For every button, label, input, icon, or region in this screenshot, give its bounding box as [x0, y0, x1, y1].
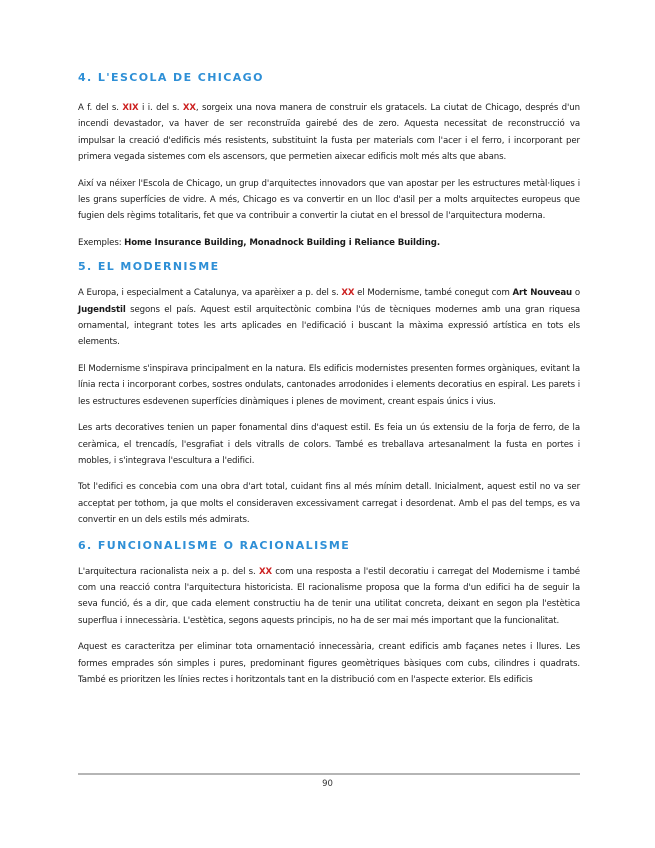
paragraph	[78, 285, 580, 351]
paragraph	[78, 176, 580, 225]
roman-numeral: XX	[182, 103, 196, 113]
text-run: L'arquitectura racionalista neix a p. del s.	[78, 566, 259, 577]
text-run: i i. del s.	[138, 103, 183, 113]
paragraph	[78, 235, 580, 251]
bold-text: Jugendstil	[78, 304, 126, 315]
roman-numeral: XX	[341, 288, 355, 299]
roman-numeral: XIX	[122, 103, 139, 113]
section-heading: 5. EL MODERNISME	[78, 260, 220, 274]
text-run: A f. del s.	[78, 103, 123, 113]
paragraph	[78, 479, 580, 528]
footer-divider	[78, 773, 580, 775]
text-run: Aquest es caracteritza per eliminar tota ornamentació innecessària, creant edificis amb façanes netes i llures. Les formes emprades són simples i pures, predominant figures geomètriques bàsiques com cubs, cilindres i quadrats. També es prioritzen les línies rectes i horitzontals tant en la distribució com en l'aspecte exterior. Els edificis	[78, 642, 580, 685]
paragraph	[78, 361, 580, 410]
paragraph	[78, 420, 580, 469]
text-run: Les arts decoratives tenien un paper fonamental dins d'aquest estil. Es feia un ús extensiu de la forja de ferro, de la ceràmica, el trencadís, l'esgrafiat i dels vitralls de colors. També es treballava artesanalment la fusta en portes i mobles, i s'integrava l'escultura a l'edifici.	[78, 423, 580, 466]
text-run: Exemples:	[78, 237, 125, 248]
text-run: Així va néixer l'Escola de Chicago, un grup d'arquitectes innovadors que van apostar per les estructures metàl·liques i les grans superfícies de vidre. A més, Chicago es va convertir en un lloc d'asil per a molts arquitectes europeus que fugien dels règims totalitaris, fet que va contribuir a convertir la ciutat en el bressol de l'arquitectura moderna.	[78, 178, 580, 222]
section-5	[78, 259, 580, 528]
text-run: , sorgeix una nova manera de construir els gratacels. La ciutat de Chicago, després d'un incendi devastador, va haver de ser reconstruïda gairebé des de zero. Aquesta necessitat de reconstrucció va impulsar la creació d'edificis més resistents, substituint la fusta per materials com l'acer i el ferro, i incorporant per primera vegada sistemes com els ascensors, que permetien aixecar edificis molt més alts que abans.	[78, 103, 580, 163]
section-heading: 4. L'ESCOLA DE CHICAGO	[78, 71, 264, 84]
paragraph	[78, 639, 580, 688]
roman-numeral: XX	[258, 566, 273, 577]
text-run: Tot l'edifici es concebia com una obra d'art total, cuidant fins al més mínim detall. Inicialment, aquest estil no va ser acceptat per tothom, ja que molts el consideraven excessivament carregat i desordenat. Amb el pas del temps, es va convertir en un dels estils més admirats.	[78, 482, 580, 526]
text-run: o	[572, 288, 581, 299]
text-run: segons el país. Aquest estil arquitectònic combina l'ús de tècniques modernes amb una gran riquesa ornamental, integrant totes les arts aplicades en l'edificació i buscant la màxima expressió artística en tots els elements.	[78, 304, 580, 348]
text-run: A Europa, i especialment a Catalunya, va aparèixer a p. del s.	[78, 288, 342, 299]
paragraph	[78, 564, 580, 630]
text-run: El Modernisme s'inspirava principalment en la natura. Els edificis modernistes presenten formes orgàniques, evitant la línia recta i incorporant corbes, sostres ondulats, cantonades arrodonides i elements decoratius en espiral. Les parets i les estructures esdevenen superfícies dinàmiques i plenes de moviment, creant espais únics i vius.	[78, 363, 580, 407]
bold-text: Home Insurance Building, Monadnock Building i Reliance Building.	[124, 237, 440, 248]
text-run: com una resposta a l'estil decoratiu i carregat del Modernisme i també com una reacció contra l'arquitectura historicista. El racionalisme proposa que la forma d'un edifici ha de seguir la seva funció, és a dir, que cada element constructiu ha de tenir una utilitat concreta, deixant en segon pla l'estètica superflua i innecessària. L'estètica, segons aquests principis, no ha de ser mai més important que la funcionalitat.	[78, 566, 580, 626]
section-heading: 6. FUNCIONALISME O RACIONALISME	[78, 538, 351, 552]
text-run: el Modernisme, també conegut com	[354, 288, 513, 299]
paragraph	[78, 100, 580, 166]
bold-text: Art Nouveau	[512, 288, 573, 299]
page-content	[78, 70, 580, 688]
page-number: 90	[322, 779, 333, 789]
section-6	[78, 538, 580, 689]
section-4	[78, 70, 580, 251]
